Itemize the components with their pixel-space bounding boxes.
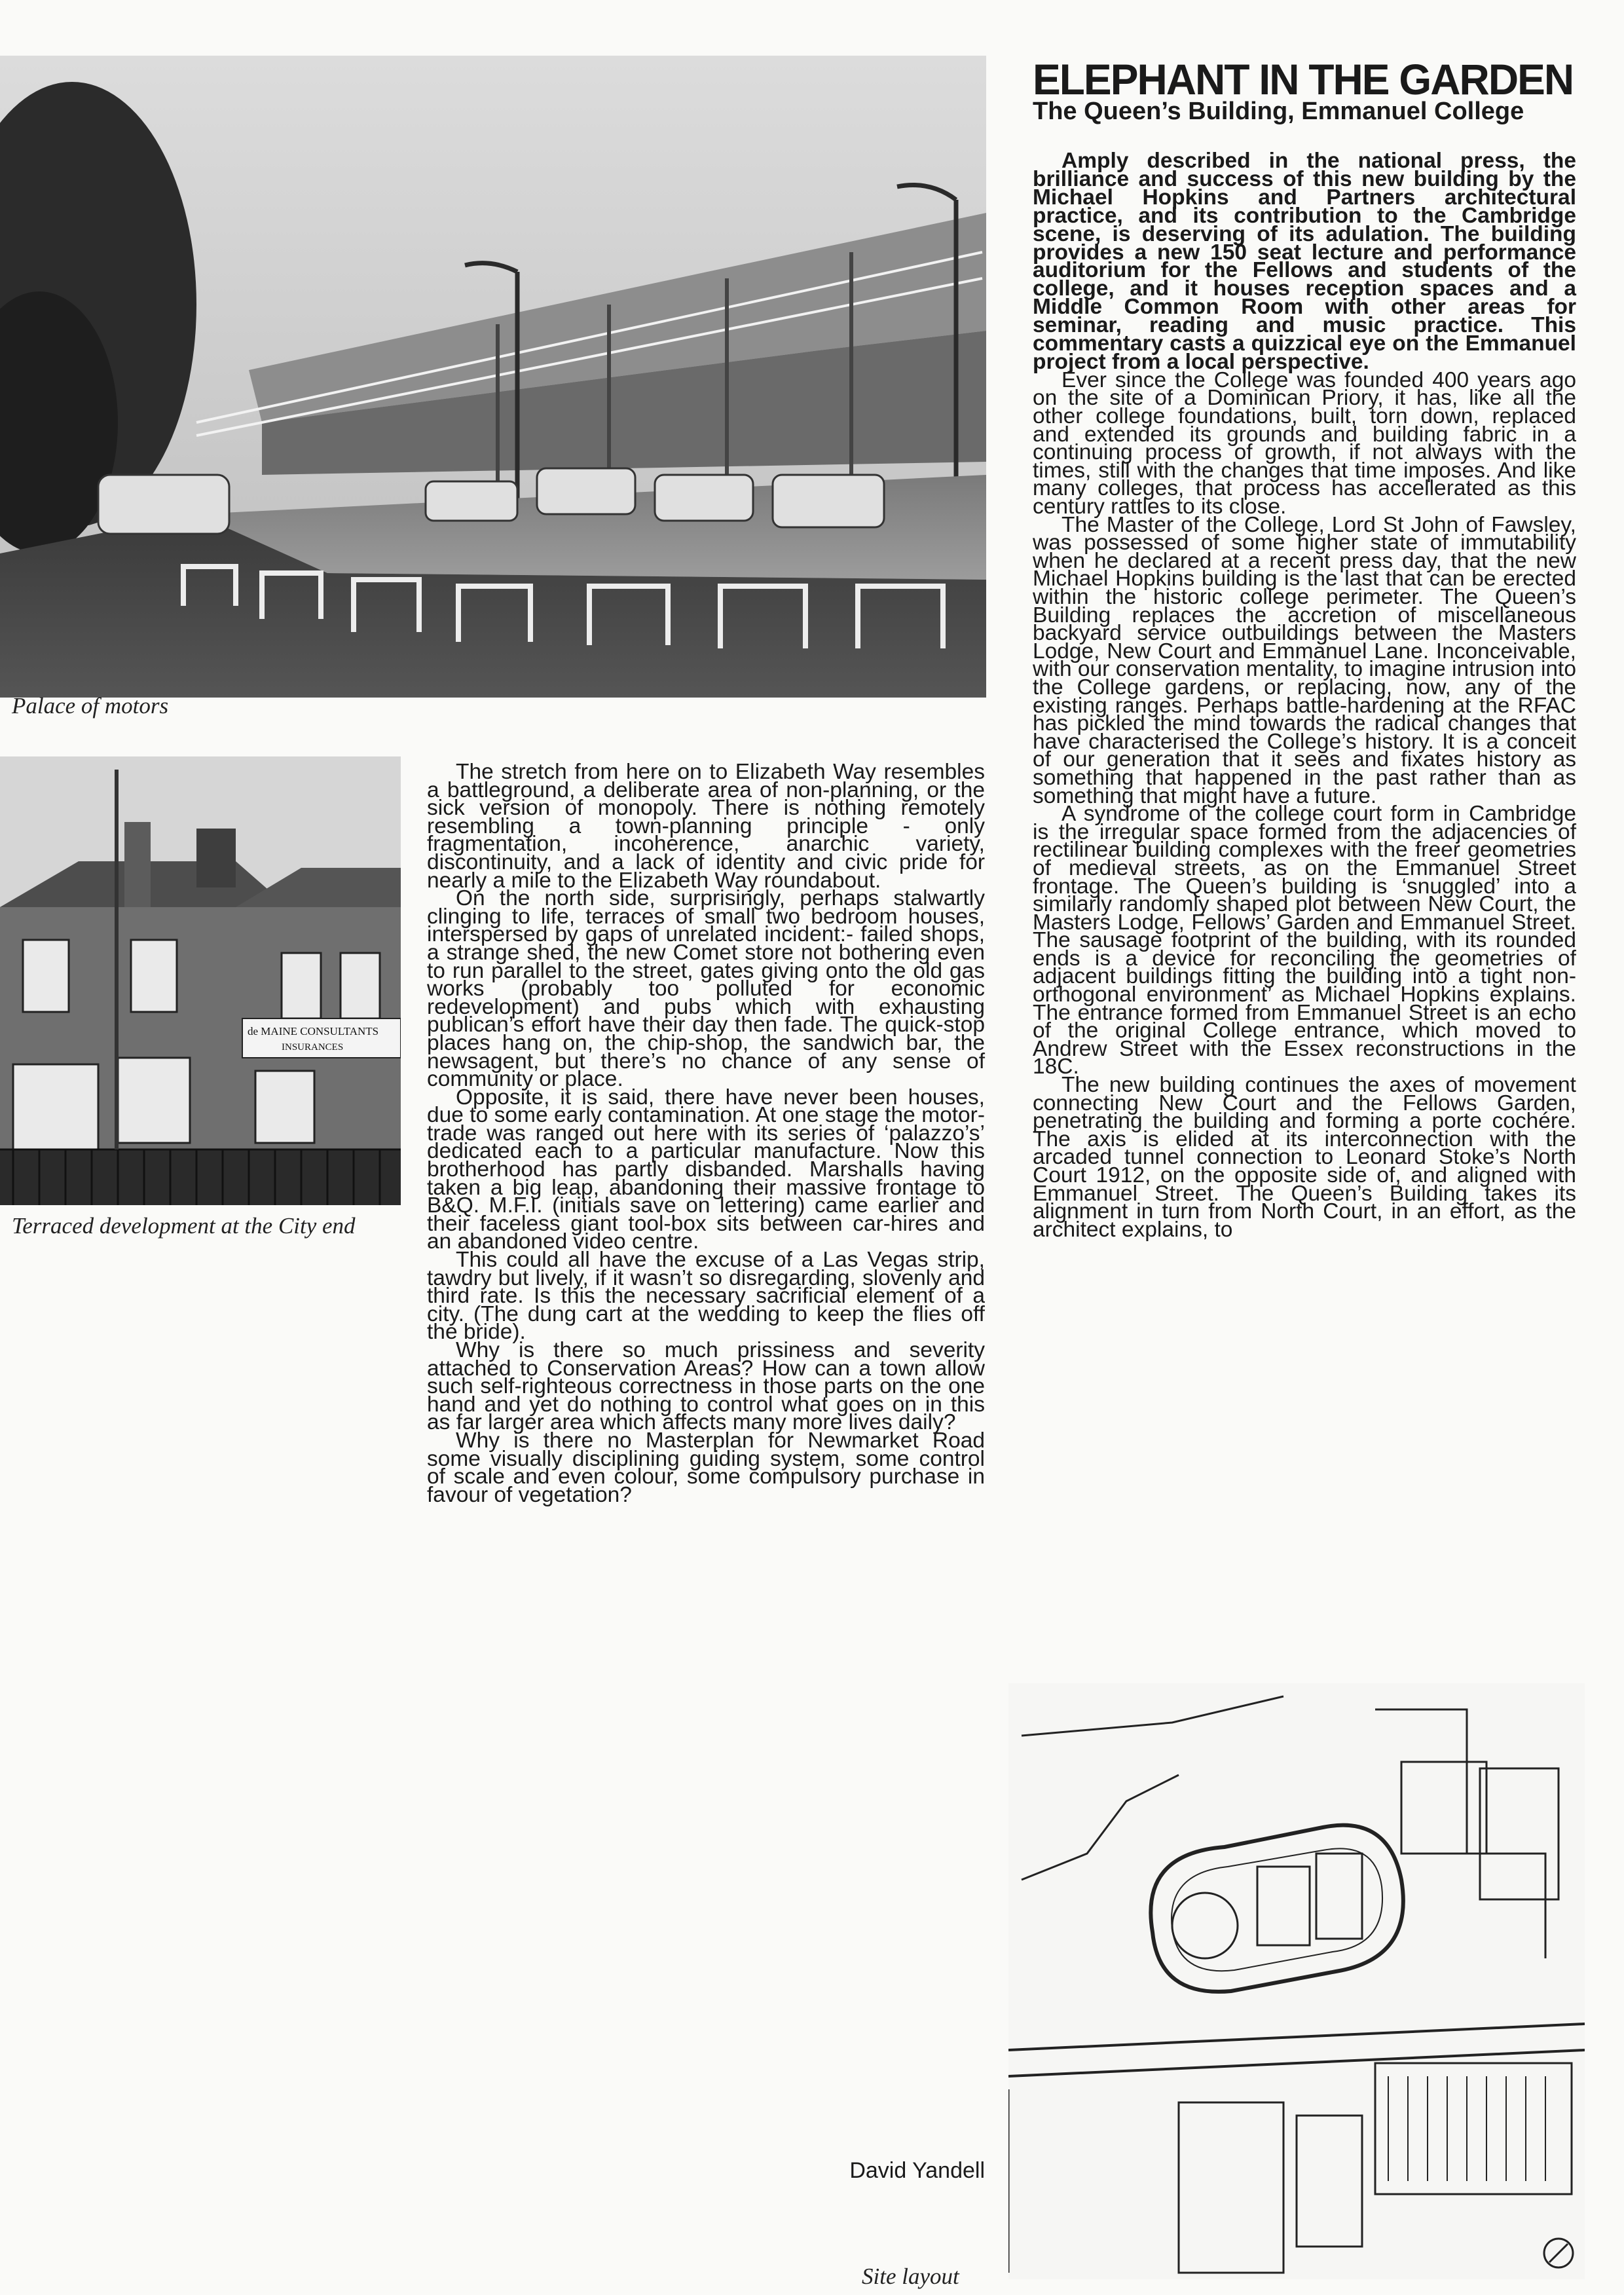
newmarket-road-article [427,760,985,1507]
shop-sign-subtext: INSURANCES [282,1042,344,1053]
article-paragraph: The stretch from here on to Elizabeth Way resembles a battleground, a deliberate area of non-planning, or the sick version of monopoly. There is nothing remotely resembling a town-planning principle - only fragmentation, incoherence, anarchic variety, discontinuity, and a lack of identity and civic pride for nearly a mile to the Elizabeth Way roundabout. [427,760,985,893]
article-paragraph: The Master of the College, Lord St John of Fawsley, was possessed of some higher state of immutability when he declared at a recent press day, that the new Michael Hopkins building is the last that can be erected within the historic college perimeter. The Queen’s Building replaces the accretion of miscellaneous backyard service outbuildings between the Masters Lodge, New Court and Emmanuel Lane. Inconceivable, with our conservation mentality, to imagine intrusion into the College gardens, or replacing, now, any of the existing ranges. Perhaps battle-hardening at the RFAC has pickled the mind towards the radical changes that have characterised the College’s history. It is a conceit of our generation that it sees and fixates history as something that happened in the past rather than as something that might have a future. [1033,512,1576,808]
author-signature: David Yandell [849,2158,985,2183]
site-layout-plan [1008,1683,1585,2279]
palace-of-motors-photo [0,56,986,698]
shop-sign-text: de MAINE CONSULTANTS [248,1025,379,1037]
article-paragraph: Ever since the College was founded 400 years ago on the site of a Dominican Priory, it has, like all the other college foundations, built, torn down, replaced and extended its grounds and building fabric in a continuing process of growth, if not always with the times, still with the changes that time imposes. And like many colleges, that process has accellerated as this century rattles to its close. [1033,367,1576,519]
terraced-development-caption: Terraced development at the City end [12,1213,356,1239]
article-paragraph: This could all have the excuse of a Las Vegas strip, tawdry but lively, if it wasn’t so disregarding, slovenly and third rate. Is this the necessary sacrificial element of a city. (The dung cart at the wedding to keep the flies off the bride). [427,1248,985,1345]
article-lead: Amply described in the national press, the brilliance and success of this new building by the Michael Hopkins and Partners architectural practice, and its contribution to the Cambridge scene, is deserving of its adulation. The building provides a new 150 seat lecture and performance auditorium for the Fellows and students of the college, and it houses reception spaces and a Middle Common Room with other areas for seminar, reading and music practice. This commentary casts a quizzical eye on the Emmanuel project from a local perspective. [1033,149,1576,374]
article-headline: ELEPHANT IN THE GARDEN [1033,55,1574,103]
terraced-development-photo [0,756,401,1205]
article-subtitle: The Queen’s Building, Emmanuel College [1033,98,1524,125]
site-layout-caption: Site layout [862,2264,959,2289]
article-paragraph: The new building continues the axes of movement connecting New Court and the Fellows Garden, penetrating the building and forming a porte cochére. The axis is elided at its interconnection with the arcaded tunnel connection to Leonard Stoke’s North Court 1912, on the opposite side of, and aligned with Emmanuel Street. The Queen’s Building takes its alignment in turn from North Court, in an effort, as the architect explains, to [1033,1073,1576,1242]
article-paragraph: Why is there no Masterplan for Newmarket Road some visually disciplining guiding system, some control of scale and even colour, some compulsory purchase in favour of vegetation? [427,1428,985,1507]
article-paragraph: Why is there so much prissiness and severity attached to Conservation Areas? How can a town allow such self-righteous correctness in those parts on the one hand and yet do nothing to control what goes on in this as far larger area which affects many more lives daily? [427,1338,985,1435]
article-paragraph: A syndrome of the college court form in Cambridge is the irregular space formed from the adjacencies of rectilinear building complexes with the freer geometries of medieval streets, as on the Emmanuel Street frontage. The Queen’s building is ‘snuggled’ into a similarly randomly shaped plot between New Court, the Masters Lodge, Fellows’ Garden and Emmanuel Street. The sausage footprint of the building, with its rounded ends is a device for reconciling the geometries of adjacent buildings fitting the building into a tight non-orthogonal environment’ as Michael Hopkins explains. The entrance formed from Emmanuel Street is an echo of the original College entrance, which moved to Andrew Street with the Essex reconstructions in the 18C. [1033,802,1576,1079]
article-paragraph: Opposite, it is said, there have never been houses, due to some early contamination. At one stage the motor-trade was ranged out here with its series of ‘palazzo’s’ dedicated each to a particular manufacture. Now this brotherhood has partly disbanded. Marshalls having taken a big leap, abandoning their massive frontage to B&Q. M.F.I. (initials save on lettering) came earlier and their faceless giant tool-box sits between car-hires and an abandoned video centre. [427,1085,985,1254]
queens-building-article [1033,149,1576,1242]
palace-of-motors-caption: Palace of motors [12,693,169,718]
article-paragraph: On the north side, surprisingly, perhaps stalwartly clinging to life, terraces of small two bedroom houses, interspersed by gaps of unrelated incident:- failed shops, a strange shed, the new Comet store not bothering even to run parallel to the street, gates giving onto the old gas works (probably too polluted for economic redevelopment) and pubs which with exhausting publican’s effort have their day then fade. The quick-stop places hang on, the chip-shop, the sandwich bar, the newsagent, but there’s no chance of any sense of community or place. [427,886,985,1092]
